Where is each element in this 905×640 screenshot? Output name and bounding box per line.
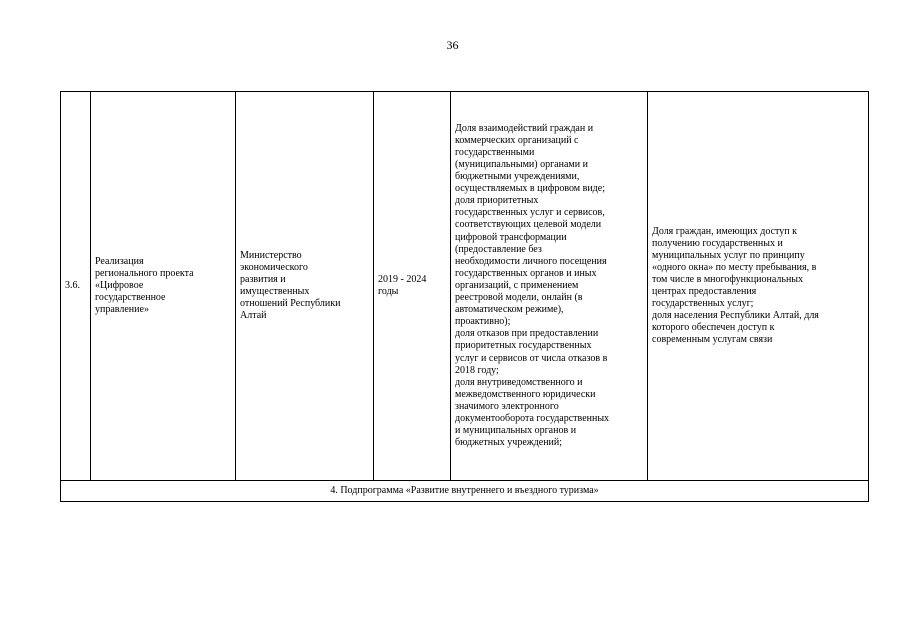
text-line: государственными (455, 146, 535, 158)
row-number-cell (61, 92, 91, 481)
text-line: бюджетными учреждениями, (455, 171, 580, 183)
text-line: государственных услуг; (652, 298, 754, 310)
table-row (61, 92, 869, 481)
text-line: получению государственных и (652, 237, 783, 249)
text-line: значимого электронного (455, 400, 559, 412)
indicators-cell (451, 92, 648, 481)
text-line: которого обеспечен доступ к (652, 322, 775, 334)
text-line: имущественных (240, 286, 310, 297)
implementation-period (378, 274, 446, 298)
executor-cell (236, 92, 374, 481)
measures-table (60, 91, 869, 502)
text-line: доля внутриведомственного и (455, 376, 583, 388)
period-cell (374, 92, 451, 481)
text-line: экономического (240, 261, 308, 273)
text-line: Министерство (240, 249, 302, 261)
text-line: доля приоритетных (455, 195, 539, 207)
text-line: «Цифровое (95, 279, 144, 291)
text-line: развития и (240, 273, 286, 285)
text-line: межведомственного юридически (455, 388, 596, 400)
text-line: 2018 году; (455, 364, 499, 376)
text-line: том числе в многофункциональных (652, 273, 804, 285)
text-line: «одного окна» по месту пребывания, в (652, 261, 817, 273)
text-line: необходимости личного посещения (455, 255, 607, 267)
executor-name (240, 250, 369, 323)
text-line: государственное (95, 292, 166, 304)
text-line: услуг и сервисов от числа отказов в (455, 352, 608, 364)
subprogram-title: 4. Подпрограмма «Развитие внутреннего и въездного туризма» (330, 484, 599, 496)
text-line: управление» (95, 304, 149, 316)
subprogram-title-cell (61, 481, 869, 502)
text-line: доля отказов при предоставлении (455, 328, 599, 340)
text-line: реестровой модели, онлайн (в (455, 292, 583, 304)
results-cell (648, 92, 869, 481)
event-name-cell (91, 92, 236, 481)
text-line: центрах предоставления (652, 286, 757, 297)
indicators-text (455, 123, 643, 450)
text-line: регионального проекта (95, 267, 194, 279)
text-line: документооборота государственных (455, 412, 610, 424)
text-line: автоматическом режиме), (455, 304, 564, 316)
text-line: годы (378, 286, 399, 297)
text-line: государственных услуг и сервисов, (455, 207, 605, 219)
text-line: Доля граждан, имеющих доступ к (652, 225, 797, 237)
text-line: государственных органов и иных (455, 267, 597, 279)
results-text (652, 226, 864, 347)
text-line: Доля взаимодействий граждан и (455, 122, 594, 134)
text-line: Алтай (240, 310, 267, 322)
text-line: современным услугам связи (652, 334, 773, 346)
row-number: 3.6. (65, 279, 80, 291)
text-line: (муниципальными) органами и (455, 159, 588, 171)
page-number: 36 (446, 38, 459, 52)
text-line: (предоставление без (455, 243, 542, 255)
text-line: организаций, с применением (455, 279, 579, 291)
text-line: проактивно); (455, 316, 511, 328)
text-line: 2019 - 2024 (378, 273, 427, 285)
text-line: Реализация (95, 255, 144, 267)
text-line: отношений Республики (240, 298, 341, 310)
text-line: бюджетных учреждений; (455, 437, 563, 449)
text-line: цифровой трансформации (455, 231, 567, 243)
subprogram-row (61, 481, 869, 502)
text-line: осуществляемых в цифровом виде; (455, 183, 605, 195)
text-line: доля населения Республики Алтай, для (652, 310, 819, 322)
text-line: приоритетных государственных (455, 340, 592, 352)
text-line: муниципальных услуг по принципу (652, 249, 805, 261)
text-line: и муниципальных органов и (455, 425, 577, 437)
text-line: коммерческих организаций с (455, 134, 579, 146)
text-line: соответствующих целевой модели (455, 219, 602, 231)
event-name (95, 256, 231, 316)
